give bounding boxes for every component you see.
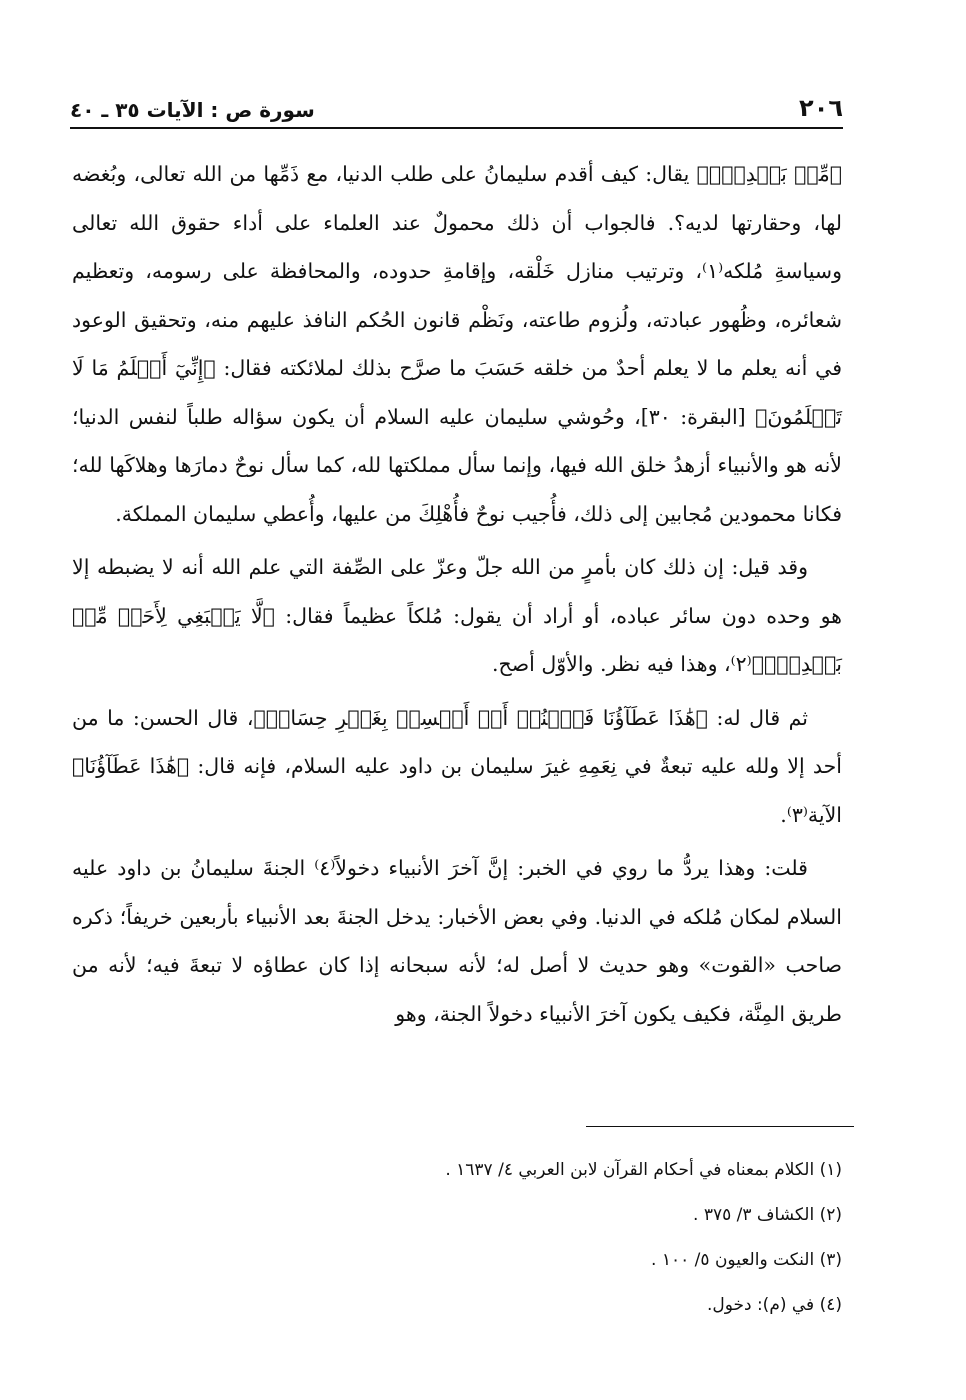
footnote: (١) الكلام بمعناه في أحكام القرآن لابن العربي ٤/ ١٦٣٧ . — [445, 1160, 842, 1180]
page-header — [70, 86, 843, 122]
footnotes — [200, 1148, 842, 1328]
paragraph: قلت: وهذا يردُّ ما روي في الخبر: إنَّ آخرَ الأنبياء دخولاً⁽٤⁾ الجنةَ سليمانُ بن داود عليه السلام لمكان مُلكه في الدنيا. وفي بعض الأخبار: يدخل الجنةَ بعد الأنبياء بأربعين خريفاً؛ ذكره صاحب «القوت» وهو حديث لا أصل له؛ لأنه سبحانه إذا كان عطاؤه لا تبعةَ فيه؛ لأنه من طريق المِنَّة، فكيف يكون آخرَ الأنبياء دخولاً الجنة، وهو — [72, 856, 842, 1026]
footnote: (٢) الكشاف ٣/ ٣٧٥ . — [693, 1205, 842, 1225]
footnote-separator — [586, 1126, 854, 1127]
paragraph: وقد قيل: إن ذلك كان بأمرٍ من الله جلّ وعزّ على الصِّفة التي علم الله أنه لا يضبطه إلا هو وحده دون سائر عباده، أو أراد أن يقول: مُلكاً عظيماً فقال: ﴿لَّا يَنۢبَغِي لِأَحَدٖ مِّنۢ بَعۡدِيٓۖ﴾⁽٢⁾، وهذا فيه نظر. والأوّل أصح. — [72, 555, 842, 676]
paragraph: ثم قال له: ﴿هَٰذَا عَطَآؤُنَا فَٱمۡنُنۡ أَوۡ أَمۡسِكۡ بِغَيۡرِ حِسَابٖ﴾، قال الحسن: ما من أحد إلا ولله عليه تبعةٌ في نِعَمِهِ غيرَ سليمان بن داود عليه السلام، فإنه قال: ﴿هَٰذَا عَطَآؤُنَا﴾ الآية⁽٣⁾. — [72, 705, 842, 827]
page-number: ٢٠٦ — [799, 94, 843, 122]
header-rule — [70, 127, 843, 129]
footnote: (٤) في (م): دخول. — [706, 1295, 842, 1315]
footnote: (٣) النكت والعيون ٥/ ١٠٠ . — [651, 1250, 842, 1270]
running-title: سورة ص : الآيات ٣٥ ـ ٤٠ — [70, 98, 315, 122]
paragraph: ﴿مِّنۢ بَعۡدِيٓۖ﴾ يقال: كيف أقدم سليمانُ على طلب الدنيا، مع ذَمِّها من الله تعالى، وبُغضه لها، وحقارتها لديه؟. فالجواب أن ذلك محمولٌ عند العلماء على أداء حقوق الله تعالى وسياسةِ مُلكه⁽١⁾، وترتيب منازل خَلْقه، وإقامةِ حدوده، والمحافظة على رسومه، وتعظيم شعائره، وظُهور عبادته، ولُزوم طاعته، ونَظْم قانون الحُكم النافذ عليهم منه، وتحقيق الوعود في أنه يعلم ما لا يعلم أحدٌ من خلقه حَسَبَ ما صرَّح بذلك لملائكته فقال: ﴿إِنِّيٓ أَعۡلَمُ مَا لَا تَعۡلَمُونَ﴾ [البقرة: ٣٠]، وحُوشي سليمان عليه السلام أن يكون سؤاله طلباً لنفس الدنيا؛ لأنه هو والأنبياء أزهدُ خلق الله فيها، وإنما سأل مملكتها لله، كما سأل نوحٌ دمارَها وهلاكَها لله؛ فكانا محمودين مُجابين إلى ذلك، فأُجيب نوحٌ فأُهْلِكَ من عليها، وأُعطي سليمان المملكة. — [72, 162, 843, 526]
main-text — [72, 150, 842, 1043]
